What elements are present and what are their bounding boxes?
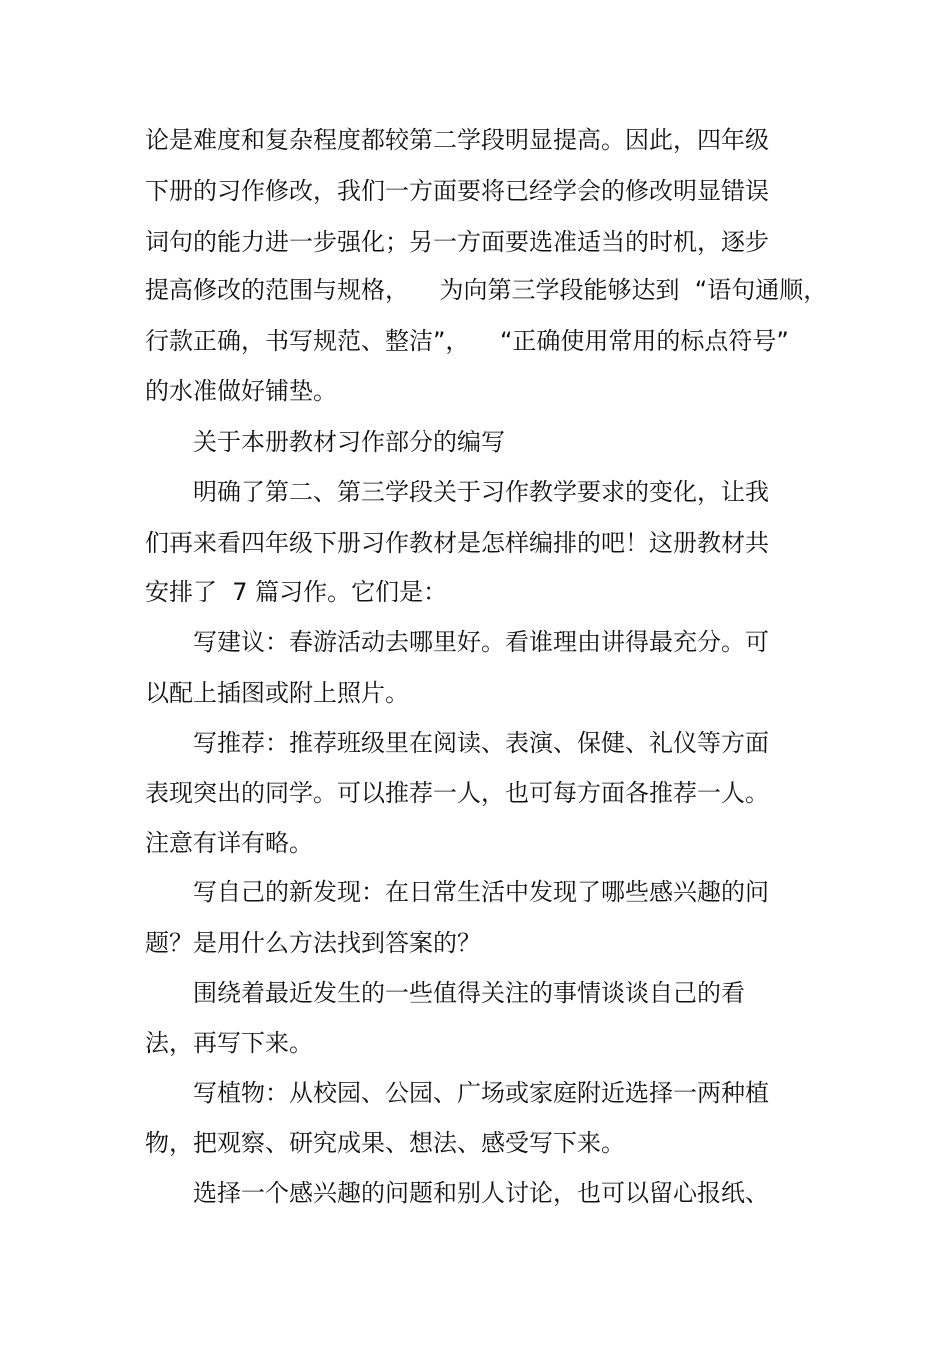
text-line: 物，把观察、研究成果、想法、感受写下来。 xyxy=(145,1129,625,1157)
text-line: 表现突出的同学。可以推荐一人，也可每方面各推荐一人。 xyxy=(145,779,769,807)
text-line: 们再来看四年级下册习作教材是怎样编排的吧！这册教材共 xyxy=(145,529,769,557)
text-line: 注意有详有略。 xyxy=(145,829,313,857)
text-line: 词句的能力进一步强化；另一方面要选准适当的时机，逐步 xyxy=(145,228,769,256)
text-line: 以配上插图或附上照片。 xyxy=(145,679,409,707)
text-line: 围绕着最近发生的一些值得关注的事情谈谈自己的看 xyxy=(193,979,745,1007)
text-line: 安排了 7 篇习作。它们是： xyxy=(145,578,448,606)
text-line: 论是难度和复杂程度都较第二学段明显提高。因此，四年级 xyxy=(145,126,769,154)
text-line: 写自己的新发现：在日常生活中发现了哪些感兴趣的问 xyxy=(193,878,769,906)
text-line: 题？是用什么方法找到答案的？ xyxy=(145,929,481,957)
text-line: 行款正确，书写规范、整洁”， “正确使用常用的标点符号” xyxy=(145,327,789,355)
text-line: 选择一个感兴趣的问题和别人讨论，也可以留心报纸、 xyxy=(193,1179,769,1207)
text-line: 的水准做好铺垫。 xyxy=(145,377,337,405)
text-line: 提高修改的范围与规格， 为向第三学段能够达到 “语句通顺， xyxy=(145,276,828,304)
section-heading: 关于本册教材习作部分的编写 xyxy=(193,428,505,456)
text-line: 法，再写下来。 xyxy=(145,1029,313,1057)
text-line: 明确了第二、第三学段关于习作教学要求的变化，让我 xyxy=(193,478,769,506)
text-line: 写植物：从校园、公园、广场或家庭附近选择一两种植 xyxy=(193,1079,769,1107)
text-line: 下册的习作修改，我们一方面要将已经学会的修改明显错误 xyxy=(145,177,769,205)
text-line: 写建议：春游活动去哪里好。看谁理由讲得最充分。可 xyxy=(193,628,769,656)
text-line: 写推荐：推荐班级里在阅读、表演、保健、礼仪等方面 xyxy=(193,729,769,757)
